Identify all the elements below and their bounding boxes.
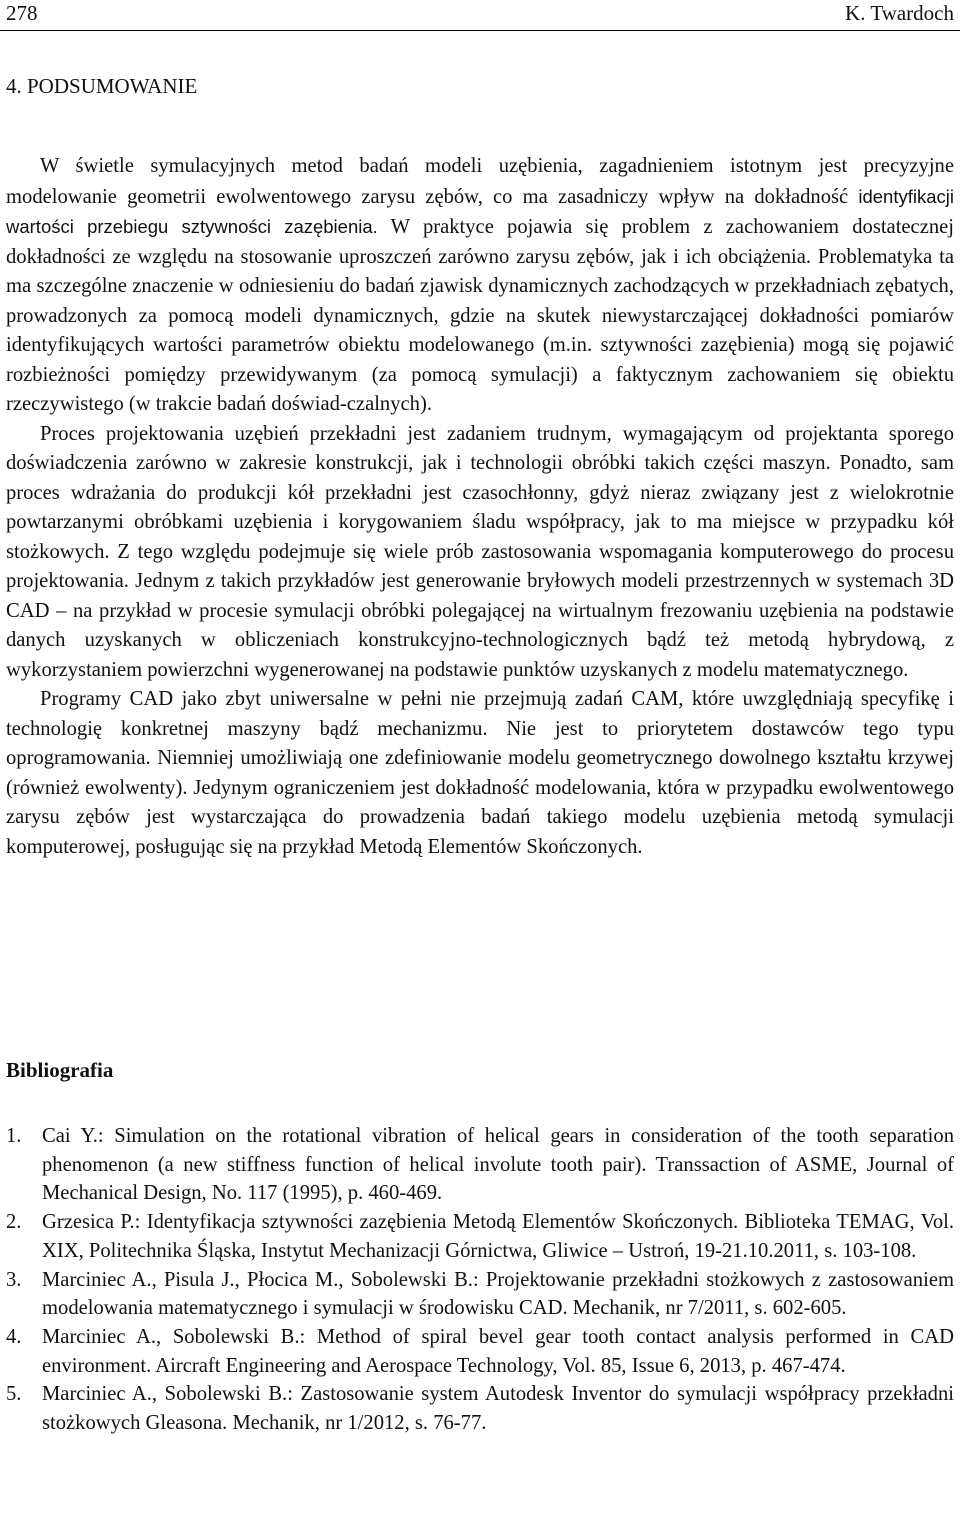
running-head-author: K. Twardoch [845, 1, 954, 25]
header-rule [0, 30, 960, 31]
reference-text: Marciniec A., Sobolewski B.: Zastosowanie system Autodesk Inventor do symulacji współpracy przekładni stożkowych Gleasona. Mechanik, nr 1/2012, s. 76-77. [42, 1383, 954, 1435]
reference-number: 4. [6, 1325, 22, 1348]
paragraph-3: Programy CAD jako zbyt uniwersalne w pełni nie przejmują zadań CAM, które uwzględniają specyfikę i technologię konkretnej maszyny bądź mechanizmu. Nie jest to priorytetem dostawców tego typu oprogramowania. Niemniej umożliwiają one zdefiniowanie modelu geometrycznego dowolnego kształtu krzywej (również ewolwenty). Jedynym ograniczeniem jest dokładność modelowania, która w przypadku ewolwentowego zarysu zębów jest wystarczająca do prowadzenia badań takiego modelu uzębienia metodą symulacji komputerowej, posługując się na przykład Metodą Elementów Skończonych. [6, 688, 954, 858]
paragraph-1-part-a: W świetle symulacyjnych metod badań modeli uzębienia, zagadnieniem istotnym jest precyzyjne modelowanie geometrii ewolwentowego zarysu zębów, co ma zasadniczy wpływ na dokładność [6, 155, 954, 208]
reference-item [6, 1266, 954, 1323]
reference-item [6, 1122, 954, 1208]
section-heading: 4. PODSUMOWANIE [6, 74, 198, 98]
page-number: 278 [6, 1, 38, 25]
reference-number: 3. [6, 1268, 22, 1291]
page-header [0, 0, 960, 31]
reference-text: Cai Y.: Simulation on the rotational vibration of helical gears in consideration of the tooth separation phenomenon (a new stiffness function of helical involute tooth pair). Transsaction of ASME, Journal of Mechanical Design, No. 117 (1995), p. 460-469. [42, 1125, 954, 1205]
reference-number: 5. [6, 1383, 22, 1406]
paragraph-2: Proces projektowania uzębień przekładni jest zadaniem trudnym, wymagającym od projektanta sporego doświadczenia zarówno w zakresie konstrukcji, jak i technologii obróbki takich części maszyn. Ponadto, sam proces wdrażania do produkcji kół przekładni jest czasochłonny, gdyż nieraz związany jest z wielokrotnie powtarzanymi obróbkami uzębienia i korygowaniem śladu współpracy, jak to ma miejsce w przypadku kół stożkowych. Z tego względu podejmuje się wiele prób zastosowania wspomagania komputerowego do procesu projektowania. Jednym z takich przykładów jest generowanie bryłowych modeli przestrzennych w systemach 3D CAD – na przykład w procesie symulacji obróbki polegającej na wirtualnym frezowaniu uzębienia na podstawie danych uzyskanych w obliczeniach konstrukcyjno-technologicznych bądź też metodą hybrydową, z wykorzystaniem powierzchni wygenerowanej na podstawie punktów uzyskanych z modelu matematycznego. [6, 422, 954, 681]
bibliography-heading: Bibliografia [6, 1058, 114, 1082]
paragraph-1-part-b: identyfikacji wartości przebiegu sztywności zazębienia. [6, 185, 954, 237]
reference-item [6, 1323, 954, 1380]
reference-number: 1. [6, 1125, 22, 1147]
reference-number: 2. [6, 1211, 22, 1234]
paragraph-1 [6, 152, 954, 420]
reference-text: Marciniec A., Pisula J., Płocica M., Sobolewski B.: Projektowanie przekładni stożkowych z zastosowaniem modelowania matematycznego i symulacji w środowisku CAD. Mechanik, nr 7/2011, s. 602-605. [42, 1268, 954, 1320]
summary-body [6, 152, 954, 862]
reference-item [6, 1380, 954, 1437]
reference-item [6, 1208, 954, 1265]
reference-text: Grzesica P.: Identyfikacja sztywności zazębienia Metodą Elementów Skończonych. Biblioteka TEMAG, Vol. XIX, Politechnika Śląska, Instytut Mechanizacji Górnictwa, Gliwice – Ustroń, 19-21.10.2011, s. 103-108. [42, 1211, 954, 1262]
paragraph-1-part-c: W praktyce pojawia się problem z zachowaniem dostatecznej dokładności ze względu na stosowanie uproszczeń zarówno zarysu zębów, jak i ich obciążenia. Problematyka ta ma szczególne znaczenie w odniesieniu do badań zjawisk dynamicznych zachodzących w przekładniach zębatych, prowadzonych za pomocą modeli dynamicznych, gdzie na skutek niewystarczającej dokładności pomiarów identyfikujących wartości parametrów obiektu modelowanego (m.in. sztywności zazębienia) mogą się pojawić rozbieżności pomiędzy przewidywanym (za pomocą symulacji) a faktycznym zachowaniem się obiektu rzeczywistego (w trakcie badań doświad-czalnych). [6, 216, 954, 415]
reference-text: Marciniec A., Sobolewski B.: Method of spiral bevel gear tooth contact analysis performed in CAD environment. Aircraft Engineering and Aerospace Technology, Vol. 85, Issue 6, 2013, p. 467-474. [42, 1325, 954, 1377]
bibliography-list [6, 1122, 954, 1438]
